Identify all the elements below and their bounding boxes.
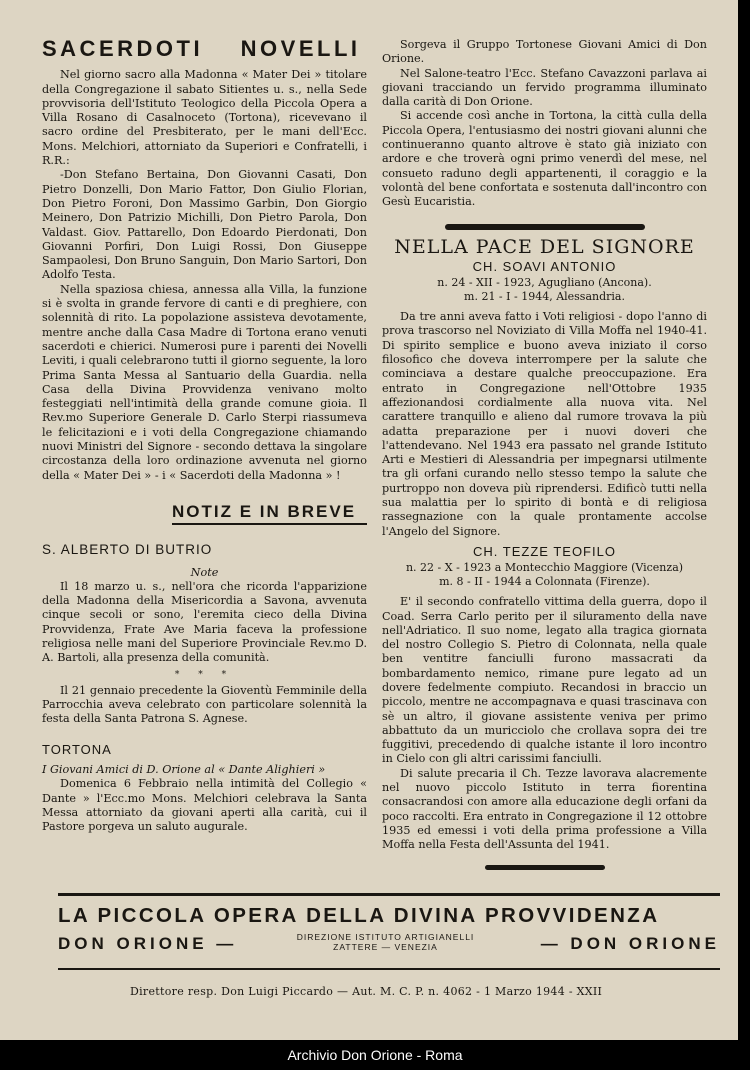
don-orione-left: DON ORIONE —	[58, 934, 238, 953]
direzione-address: ZATTERE — VENEZIA	[333, 942, 438, 952]
paragraph: Nel giorno sacro alla Madonna « Mater Dei » titolare della Congregazione il sabato Sitientes u. s., nella Sede provvisoria dell'Istituto Teologico della Piccola Opera a Villa Rosano di Casalnoceto (Tortona), ricevevano il sacro ordine del Presbiterato, per le mani dell'Ecc. Mons. Melchiori, attorniato da Superiori e Confratelli, i R.R.:	[42, 68, 367, 168]
death-date: m. 21 - I - 1944, Alessandria.	[464, 290, 625, 304]
paragraph: E' il secondo confratello vittima della guerra, dopo il Coad. Serra Carlo perito per il siluramento della nave nell'Adriatico. Il suo nome, legato alla tragica giornata del nostro Collegio S. Pietro di Colonnata, nella quale ben ventitre fanciulli furono massacrati da bombardamento nemico, rimane pure legato ad un dovere fedelmente compiuto. Recandosi in braccio un piccolo, mentre ne accompagnava e quasi trascinava con sè un altro, il giovane assistente veniva per primo abbattuto da un muricciolo che crollava sopra dei tre fuggitivi, precedendo di qualche istante il loro incontro in Cielo con gli altri carissimi fanciulli.	[382, 595, 707, 766]
notizie-heading: NOTIZ E IN BREVE	[172, 505, 367, 525]
right-column	[382, 38, 707, 880]
direzione-line: DIREZIONE ISTITUTO ARTIGIANELLI	[296, 932, 475, 942]
masthead-footer	[58, 893, 720, 970]
obituary-name: CH. SOAVI ANTONIO	[472, 258, 617, 274]
paragraph: Da tre anni aveva fatto i Voti religiosi - dopo l'anno di prova trascorso nel Noviziato di Villa Moffa nel 1940-41. Di spirito semplice e buono aveva iniziato il corso filosofico che doveva interrompere per la salute che cominciava a destare qualche preoccupazione. Era entrato in Congregazione nell'Ottobre 1935 affezionandosi cordialmente alla nuova vita. Nel carattere tranquillo e alieno dal rumore trovava la più adatta preparazione per i nuovi doveri che l'attendevano. Nel 1943 era passato nel grande Istituto Arti e Mestieri di Alessandria per impegnarsi utilmente tra gli orfani curando nello stesso tempo la salute che purtroppo non doveva più riprendersi. Edificò tutti nella sua malattia per lo spirito di bontà e di religiosa rassegnazione con la quale prontamente accolse l'Angelo del Signore.	[382, 310, 707, 538]
banner-subrow	[58, 932, 720, 962]
left-column	[42, 38, 367, 835]
note-subheading: Note	[190, 565, 219, 579]
section-separator: * * *	[174, 669, 235, 680]
sacerdoti-novelli-heading: SACERDOTI NOVELLI	[42, 36, 361, 61]
paragraph: Sorgeva il Gruppo Tortonese Giovani Amici di Don Orione.	[382, 38, 707, 66]
footer-rule	[58, 968, 720, 970]
birth-date: n. 24 - XII - 1923, Agugliano (Ancona).	[437, 276, 652, 290]
notizie-heading-block	[42, 501, 367, 525]
tortona-subheading: I Giovani Amici di D. Orione al « Dante Alighieri »	[42, 763, 326, 777]
paragraph: Di salute precaria il Ch. Tezze lavorava alacremente nel nuovo piccolo Istituto in terra fiorentina consacrandosi con amore alla educazione degli orfani da poco raccolti. Era entrato in Congregazione il 12 ottobre 1935 ed emessi i voti della prima professione a Villa Moffa nella Festa dell'Assunta del 1941.	[382, 766, 707, 852]
tortona-heading: TORTONA	[42, 741, 112, 757]
paragraph: Nella spaziosa chiesa, annessa alla Villa, la funzione si è svolta in grande fervore di canti e di preghiere, con solennità di rito. La popolazione assisteva devotamente, mentre anche dalla Casa Madre di Tortona erano venuti sacerdoti e chierici. Numerosi pure i parenti dei Novelli Leviti, i quali celebrarono tutti il giorno seguente, la loro Prima Santa Messa al Santuario della Guardia. nella Casa della Divina Provvidenza venivano molto festeggiati nell'intimità della grande comune gioia. Il Rev.mo Superiore Generale D. Carlo Sterpi riassumeva le felicitazioni e i voti della Congregazione chiamando nuovi Ministri del Signore - secondo dettava la singolare circostanza della loro ordinazione avvenuta nel giorno della « Mater Dei » - i « Sacerdoti della Madonna » !	[42, 282, 367, 482]
direzione-block	[283, 932, 488, 952]
direttore-line: Direttore resp. Don Luigi Piccardo — Aut. M. C. P. n. 4062 - 1 Marzo 1944 - XXII	[130, 985, 603, 998]
paragraph: Si accende così anche in Tortona, la città culla della Piccola Opera, l'entusiasmo dei nostri giovani alunni che continueranno quanto altrove è stato già iniziato con ardore e che troverà ogni primo venerdì del mese, nel consueto raduno degli appartenenti, il coraggio e la volontà del bene confortata e sostenuta dall'incontro con Gesù Eucaristia.	[382, 109, 707, 209]
divider	[445, 224, 645, 230]
obituary-name: CH. TEZZE TEOFILO	[473, 543, 616, 559]
ordained-list: -Don Stefano Bertaina, Don Giovanni Casati, Don Pietro Donzelli, Don Mario Fattor, Don Giulio Florian, Don Pietro Foroni, Don Massimo Garbin, Don Giorgio Meinero, Don Patrizio Michilli, Don Pietro Parola, Don Valdast. Giov. Pattarello, Don Edoardo Pierdonati, Don Giovanni Porfiri, Don Luigi Rossi, Don Giuseppe Sampaolesi, Don Bruno Sanguin, Don Mario Sartori, Don Adolfo Testa.	[42, 168, 367, 282]
archive-caption: Archivio Don Orione - Roma	[287, 1047, 463, 1063]
nella-pace-heading: NELLA PACE DEL SIGNORE	[394, 235, 695, 258]
divider	[485, 865, 605, 870]
paragraph: Nel Salone-teatro l'Ecc. Stefano Cavazzoni parlava ai giovani tracciando un fervido programma illuminato dalla carità di Don Orione.	[382, 66, 707, 109]
opera-banner: LA PICCOLA OPERA DELLA DIVINA PROVVIDENZA	[58, 893, 720, 928]
paragraph: Il 21 gennaio precedente la Gioventù Femminile della Parrocchia aveva celebrato con particolare solennità la festa della Santa Patrona S. Agnese.	[42, 683, 367, 726]
don-orione-right: — DON ORIONE	[540, 934, 720, 953]
death-date: m. 8 - II - 1944 a Colonnata (Firenze).	[439, 575, 650, 589]
paragraph: Il 18 marzo u. s., nell'ora che ricorda l'apparizione della Madonna della Misericordia a Savona, avvenuta cinque secoli or sono, l'eremita cieco della Divina Provvidenza, Frate Ave Maria faceva la professione religiosa nelle mani del Superiore Provinciale Rev.mo D. A. Bartoli, alla presenza della comunità.	[42, 579, 367, 665]
birth-date: n. 22 - X - 1923 a Montecchio Maggiore (Vicenza)	[405, 561, 684, 575]
paragraph: Domenica 6 Febbraio nella intimità del Collegio « Dante » l'Ecc.mo Mons. Melchiori celebrava la Santa Messa attorniato da giovani aperti alla carità, cui il Pastore porgeva un saluto augurale.	[42, 777, 367, 834]
butrio-heading: S. ALBERTO DI BUTRIO	[42, 542, 213, 558]
